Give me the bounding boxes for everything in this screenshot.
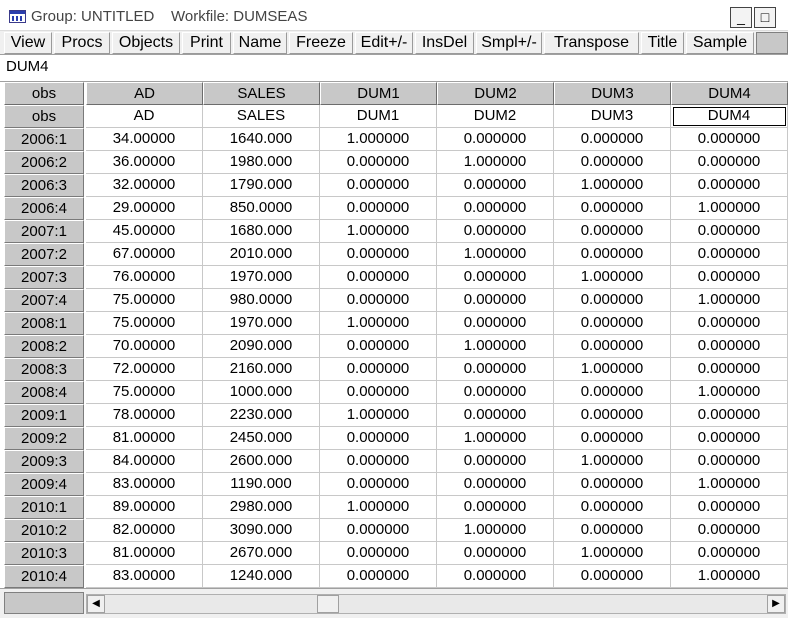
data-cell[interactable]: 1.000000 xyxy=(554,358,671,381)
row-header[interactable]: 2007:3 xyxy=(4,266,84,289)
row-header[interactable]: 2008:1 xyxy=(4,312,84,335)
data-cell[interactable]: 0.000000 xyxy=(554,312,671,335)
data-cell[interactable]: 1.000000 xyxy=(437,519,554,542)
data-cell[interactable]: 84.00000 xyxy=(86,450,203,473)
data-cell[interactable]: 1.000000 xyxy=(437,243,554,266)
series-name-cell[interactable]: DUM3 xyxy=(554,105,671,128)
data-cell[interactable]: 1.000000 xyxy=(320,220,437,243)
data-cell[interactable]: 1680.000 xyxy=(203,220,320,243)
data-cell[interactable]: 2090.000 xyxy=(203,335,320,358)
data-cell[interactable]: 0.000000 xyxy=(320,542,437,565)
smpl-button[interactable]: Smpl+/- xyxy=(476,32,542,54)
data-cell[interactable]: 0.000000 xyxy=(437,473,554,496)
data-cell[interactable]: 1.000000 xyxy=(554,542,671,565)
row-header[interactable]: 2010:1 xyxy=(4,496,84,519)
data-cell[interactable]: 0.000000 xyxy=(554,128,671,151)
data-cell[interactable]: 0.000000 xyxy=(320,565,437,588)
edit-line xyxy=(0,55,788,82)
data-cell[interactable]: 0.000000 xyxy=(671,404,788,427)
row-header[interactable]: 2008:3 xyxy=(4,358,84,381)
data-cell[interactable]: 0.000000 xyxy=(320,174,437,197)
row-header[interactable]: 2007:1 xyxy=(4,220,84,243)
data-cell[interactable]: 0.000000 xyxy=(320,151,437,174)
data-cell[interactable]: 0.000000 xyxy=(671,450,788,473)
data-cell[interactable]: 0.000000 xyxy=(671,243,788,266)
data-cell[interactable]: 980.0000 xyxy=(203,289,320,312)
data-cell[interactable]: 0.000000 xyxy=(437,220,554,243)
data-cell[interactable]: 32.00000 xyxy=(86,174,203,197)
data-cell[interactable]: 0.000000 xyxy=(437,381,554,404)
row-header[interactable]: 2010:2 xyxy=(4,519,84,542)
data-cell[interactable]: 0.000000 xyxy=(437,266,554,289)
data-cell[interactable]: 75.00000 xyxy=(86,381,203,404)
data-cell[interactable]: 0.000000 xyxy=(437,450,554,473)
data-cell[interactable]: 83.00000 xyxy=(86,473,203,496)
data-cell[interactable]: 2160.000 xyxy=(203,358,320,381)
data-cell[interactable]: 0.000000 xyxy=(437,565,554,588)
series-name-cell[interactable]: DUM2 xyxy=(437,105,554,128)
data-cell[interactable]: 1.000000 xyxy=(671,289,788,312)
data-cell[interactable]: 78.00000 xyxy=(86,404,203,427)
data-cell[interactable]: 0.000000 xyxy=(554,473,671,496)
data-cell[interactable]: 0.000000 xyxy=(671,358,788,381)
toolbar xyxy=(0,31,788,55)
data-cell[interactable]: 89.00000 xyxy=(86,496,203,519)
series-name-cell[interactable]: DUM4 xyxy=(671,105,788,128)
data-cell[interactable]: 0.000000 xyxy=(554,197,671,220)
data-cell[interactable]: 0.000000 xyxy=(671,496,788,519)
view-button[interactable]: View xyxy=(4,32,52,54)
data-cell[interactable]: 1.000000 xyxy=(671,197,788,220)
data-cell[interactable]: 76.00000 xyxy=(86,266,203,289)
title-button[interactable]: Title xyxy=(641,32,684,54)
column-header-dum4[interactable]: DUM4 xyxy=(671,82,788,105)
edit-button[interactable]: Edit+/- xyxy=(355,32,413,54)
data-cell[interactable]: 75.00000 xyxy=(86,289,203,312)
data-cell[interactable]: 0.000000 xyxy=(437,197,554,220)
data-cell[interactable]: 1.000000 xyxy=(320,496,437,519)
data-cell[interactable]: 0.000000 xyxy=(437,174,554,197)
column-header-dum2[interactable]: DUM2 xyxy=(437,82,554,105)
data-cell[interactable]: 45.00000 xyxy=(86,220,203,243)
data-cell[interactable]: 0.000000 xyxy=(554,381,671,404)
data-cell[interactable]: 0.000000 xyxy=(320,289,437,312)
print-button[interactable]: Print xyxy=(182,32,231,54)
row-header[interactable]: 2010:3 xyxy=(4,542,84,565)
data-cell[interactable]: 67.00000 xyxy=(86,243,203,266)
data-cell[interactable]: 34.00000 xyxy=(86,128,203,151)
row-header[interactable]: 2009:2 xyxy=(4,427,84,450)
data-cell[interactable]: 0.000000 xyxy=(671,335,788,358)
data-cell[interactable]: 0.000000 xyxy=(320,335,437,358)
row-header[interactable]: 2009:4 xyxy=(4,473,84,496)
data-cell[interactable]: 70.00000 xyxy=(86,335,203,358)
row-header[interactable]: 2006:1 xyxy=(4,128,84,151)
data-cell[interactable]: 0.000000 xyxy=(671,128,788,151)
maximize-button[interactable]: □ xyxy=(754,7,776,28)
data-cell[interactable]: 0.000000 xyxy=(554,335,671,358)
objects-button[interactable]: Objects xyxy=(112,32,180,54)
data-cell[interactable]: 0.000000 xyxy=(554,151,671,174)
data-cell[interactable]: 1.000000 xyxy=(320,128,437,151)
names-row-header[interactable]: obs xyxy=(4,105,84,128)
minimize-button[interactable]: _ xyxy=(730,7,752,28)
corner-header: obs xyxy=(4,82,84,105)
data-cell[interactable]: 1.000000 xyxy=(671,565,788,588)
series-name-cell[interactable]: AD xyxy=(86,105,203,128)
data-cell[interactable]: 0.000000 xyxy=(554,519,671,542)
data-cell[interactable]: 0.000000 xyxy=(320,243,437,266)
data-cell[interactable]: 0.000000 xyxy=(554,427,671,450)
data-cell[interactable]: 0.000000 xyxy=(671,542,788,565)
row-header[interactable]: 2007:4 xyxy=(4,289,84,312)
data-cell[interactable]: 0.000000 xyxy=(320,266,437,289)
data-cell[interactable]: 0.000000 xyxy=(320,473,437,496)
data-cell[interactable]: 0.000000 xyxy=(671,519,788,542)
data-cell[interactable]: 0.000000 xyxy=(437,358,554,381)
data-cell[interactable]: 1970.000 xyxy=(203,312,320,335)
row-header[interactable]: 2010:4 xyxy=(4,565,84,588)
data-cell[interactable]: 1190.000 xyxy=(203,473,320,496)
data-cell[interactable]: 0.000000 xyxy=(320,358,437,381)
data-cell[interactable]: 1.000000 xyxy=(437,151,554,174)
data-cell[interactable]: 81.00000 xyxy=(86,427,203,450)
data-cell[interactable]: 0.000000 xyxy=(437,404,554,427)
data-cell[interactable]: 0.000000 xyxy=(554,220,671,243)
data-cell[interactable]: 0.000000 xyxy=(320,197,437,220)
data-cell[interactable]: 1980.000 xyxy=(203,151,320,174)
data-cell[interactable]: 2010.000 xyxy=(203,243,320,266)
data-cell[interactable]: 2230.000 xyxy=(203,404,320,427)
data-cell[interactable]: 1790.000 xyxy=(203,174,320,197)
data-cell[interactable]: 1640.000 xyxy=(203,128,320,151)
data-cell[interactable]: 0.000000 xyxy=(437,542,554,565)
row-header[interactable]: 2009:3 xyxy=(4,450,84,473)
data-cell[interactable]: 1240.000 xyxy=(203,565,320,588)
row-header[interactable]: 2009:1 xyxy=(4,404,84,427)
scroll-thumb[interactable] xyxy=(317,595,339,613)
row-header[interactable]: 2006:2 xyxy=(4,151,84,174)
data-cell[interactable]: 0.000000 xyxy=(320,381,437,404)
spreadsheet-grid xyxy=(0,82,788,588)
freeze-button[interactable]: Freeze xyxy=(289,32,353,54)
window-title: Group: UNTITLED Workfile: DUMSEAS xyxy=(31,8,308,25)
data-cell[interactable]: 1.000000 xyxy=(671,381,788,404)
data-cell[interactable]: 83.00000 xyxy=(86,565,203,588)
column-header-ad[interactable]: AD xyxy=(86,82,203,105)
data-cell[interactable]: 0.000000 xyxy=(671,151,788,174)
data-cell[interactable]: 0.000000 xyxy=(671,220,788,243)
data-cell[interactable]: 36.00000 xyxy=(86,151,203,174)
name-button[interactable]: Name xyxy=(233,32,287,54)
data-cell[interactable]: 1.000000 xyxy=(320,404,437,427)
transpose-button[interactable]: Transpose xyxy=(544,32,639,54)
insdel-button[interactable]: InsDel xyxy=(415,32,474,54)
row-header[interactable]: 2006:4 xyxy=(4,197,84,220)
data-cell[interactable]: 72.00000 xyxy=(86,358,203,381)
column-header-sales[interactable]: SALES xyxy=(203,82,320,105)
data-cell[interactable]: 75.00000 xyxy=(86,312,203,335)
group-window-icon xyxy=(9,10,26,23)
data-cell[interactable]: 1.000000 xyxy=(554,266,671,289)
row-header[interactable]: 2007:2 xyxy=(4,243,84,266)
data-cell[interactable]: 2980.000 xyxy=(203,496,320,519)
data-cell[interactable]: 0.000000 xyxy=(671,266,788,289)
row-header[interactable]: 2006:3 xyxy=(4,174,84,197)
data-cell[interactable]: 1970.000 xyxy=(203,266,320,289)
data-cell[interactable]: 0.000000 xyxy=(671,312,788,335)
data-cell[interactable]: 0.000000 xyxy=(437,289,554,312)
bottom-bar xyxy=(0,588,788,618)
data-cell[interactable]: 0.000000 xyxy=(554,496,671,519)
series-name-cell[interactable]: SALES xyxy=(203,105,320,128)
data-cell[interactable]: 0.000000 xyxy=(554,243,671,266)
obs-column-footer xyxy=(4,592,84,614)
data-cell[interactable]: 2600.000 xyxy=(203,450,320,473)
data-cell[interactable]: 0.000000 xyxy=(437,312,554,335)
data-cell[interactable]: 0.000000 xyxy=(671,427,788,450)
toolbar-overflow xyxy=(756,32,788,54)
data-cell[interactable]: 0.000000 xyxy=(320,427,437,450)
data-cell[interactable]: 1.000000 xyxy=(437,427,554,450)
sample-button[interactable]: Sample xyxy=(686,32,754,54)
data-cell[interactable]: 82.00000 xyxy=(86,519,203,542)
horizontal-scrollbar[interactable] xyxy=(86,594,786,614)
data-cell[interactable]: 0.000000 xyxy=(554,565,671,588)
data-cell[interactable]: 0.000000 xyxy=(554,289,671,312)
data-cell[interactable]: 1.000000 xyxy=(554,450,671,473)
data-cell[interactable]: 1000.000 xyxy=(203,381,320,404)
cell-edit-input[interactable] xyxy=(6,58,606,75)
data-cell[interactable]: 0.000000 xyxy=(437,128,554,151)
data-cell[interactable]: 2450.000 xyxy=(203,427,320,450)
row-header[interactable]: 2008:4 xyxy=(4,381,84,404)
scroll-right-button[interactable]: ▶ xyxy=(767,595,785,613)
data-cell[interactable]: 1.000000 xyxy=(437,335,554,358)
data-cell[interactable]: 3090.000 xyxy=(203,519,320,542)
data-cell[interactable]: 81.00000 xyxy=(86,542,203,565)
data-cell[interactable]: 0.000000 xyxy=(320,450,437,473)
procs-button[interactable]: Procs xyxy=(54,32,110,54)
data-cell[interactable]: 0.000000 xyxy=(671,174,788,197)
data-cell[interactable]: 0.000000 xyxy=(554,404,671,427)
data-cell[interactable]: 0.000000 xyxy=(437,496,554,519)
data-cell[interactable]: 1.000000 xyxy=(554,174,671,197)
row-header[interactable]: 2008:2 xyxy=(4,335,84,358)
data-cell[interactable]: 0.000000 xyxy=(320,519,437,542)
data-cell[interactable]: 1.000000 xyxy=(320,312,437,335)
scroll-left-button[interactable]: ◀ xyxy=(87,595,105,613)
data-cell[interactable]: 2670.000 xyxy=(203,542,320,565)
title-bar xyxy=(0,0,788,31)
column-header-dum3[interactable]: DUM3 xyxy=(554,82,671,105)
column-header-dum1[interactable]: DUM1 xyxy=(320,82,437,105)
data-cell[interactable]: 1.000000 xyxy=(671,473,788,496)
series-name-cell[interactable]: DUM1 xyxy=(320,105,437,128)
data-cell[interactable]: 29.00000 xyxy=(86,197,203,220)
data-cell[interactable]: 850.0000 xyxy=(203,197,320,220)
